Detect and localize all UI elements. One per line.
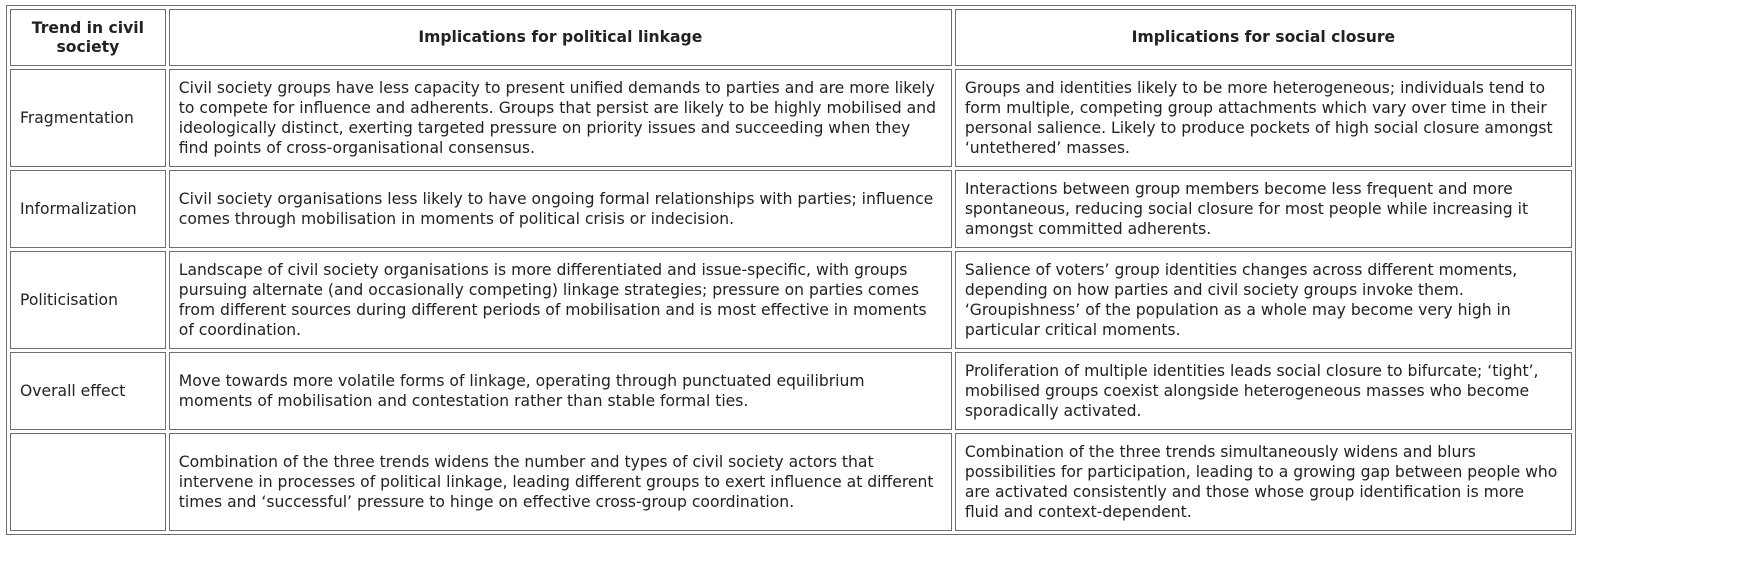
linkage-cell: Civil society organisations less likely to have ongoing formal relationships with parties; influence comes through mobilisation in moments of political crisis or indecision.	[169, 170, 952, 248]
table-header-row	[10, 9, 1572, 66]
table-row	[10, 69, 1572, 167]
table-row	[10, 170, 1572, 248]
linkage-cell: Move towards more volatile forms of linkage, operating through punctuated equilibrium moments of mobilisation and contestation rather than stable formal ties.	[169, 352, 952, 430]
closure-cell: Combination of the three trends simultaneously widens and blurs possibilities for participation, leading to a growing gap between people who are activated consistently and those whose group identification is more fluid and context-dependent.	[955, 433, 1572, 531]
trend-cell: Politicisation	[10, 251, 166, 349]
header-political-linkage: Implications for political linkage	[169, 9, 952, 66]
table-row	[10, 352, 1572, 430]
trend-cell	[10, 433, 166, 531]
closure-cell: Salience of voters’ group identities changes across different moments, depending on how parties and civil society groups invoke them. ‘Groupishness’ of the population as a whole may become very high in particular critical moments.	[955, 251, 1572, 349]
linkage-cell: Landscape of civil society organisations is more differentiated and issue-specific, with groups pursuing alternate (and occasionally competing) linkage strategies; pressure on parties comes from different sources during different periods of mobilisation and is most effective in moments of coordination.	[169, 251, 952, 349]
civil-society-trends-table	[6, 5, 1576, 535]
table-row	[10, 433, 1572, 531]
header-social-closure: Implications for social closure	[955, 9, 1572, 66]
trend-cell: Informalization	[10, 170, 166, 248]
linkage-cell: Civil society groups have less capacity to present unified demands to parties and are more likely to compete for influence and adherents. Groups that persist are likely to be highly mobilised and ideologically distinct, exerting targeted pressure on priority issues and succeeding when they find points of cross-organisational consensus.	[169, 69, 952, 167]
header-trend: Trend in civil society	[10, 9, 166, 66]
closure-cell: Proliferation of multiple identities leads social closure to bifurcate; ‘tight’, mobilised groups coexist alongside heterogeneous masses who become sporadically activated.	[955, 352, 1572, 430]
trend-cell: Overall effect	[10, 352, 166, 430]
table-row	[10, 251, 1572, 349]
trend-cell: Fragmentation	[10, 69, 166, 167]
linkage-cell: Combination of the three trends widens the number and types of civil society actors that intervene in processes of political linkage, leading different groups to exert influence at different times and ‘successful’ pressure to hinge on effective cross-group coordination.	[169, 433, 952, 531]
closure-cell: Groups and identities likely to be more heterogeneous; individuals tend to form multiple, competing group attachments which vary over time in their personal salience. Likely to produce pockets of high social closure amongst ‘untethered’ masses.	[955, 69, 1572, 167]
closure-cell: Interactions between group members become less frequent and more spontaneous, reducing social closure for most people while increasing it amongst committed adherents.	[955, 170, 1572, 248]
